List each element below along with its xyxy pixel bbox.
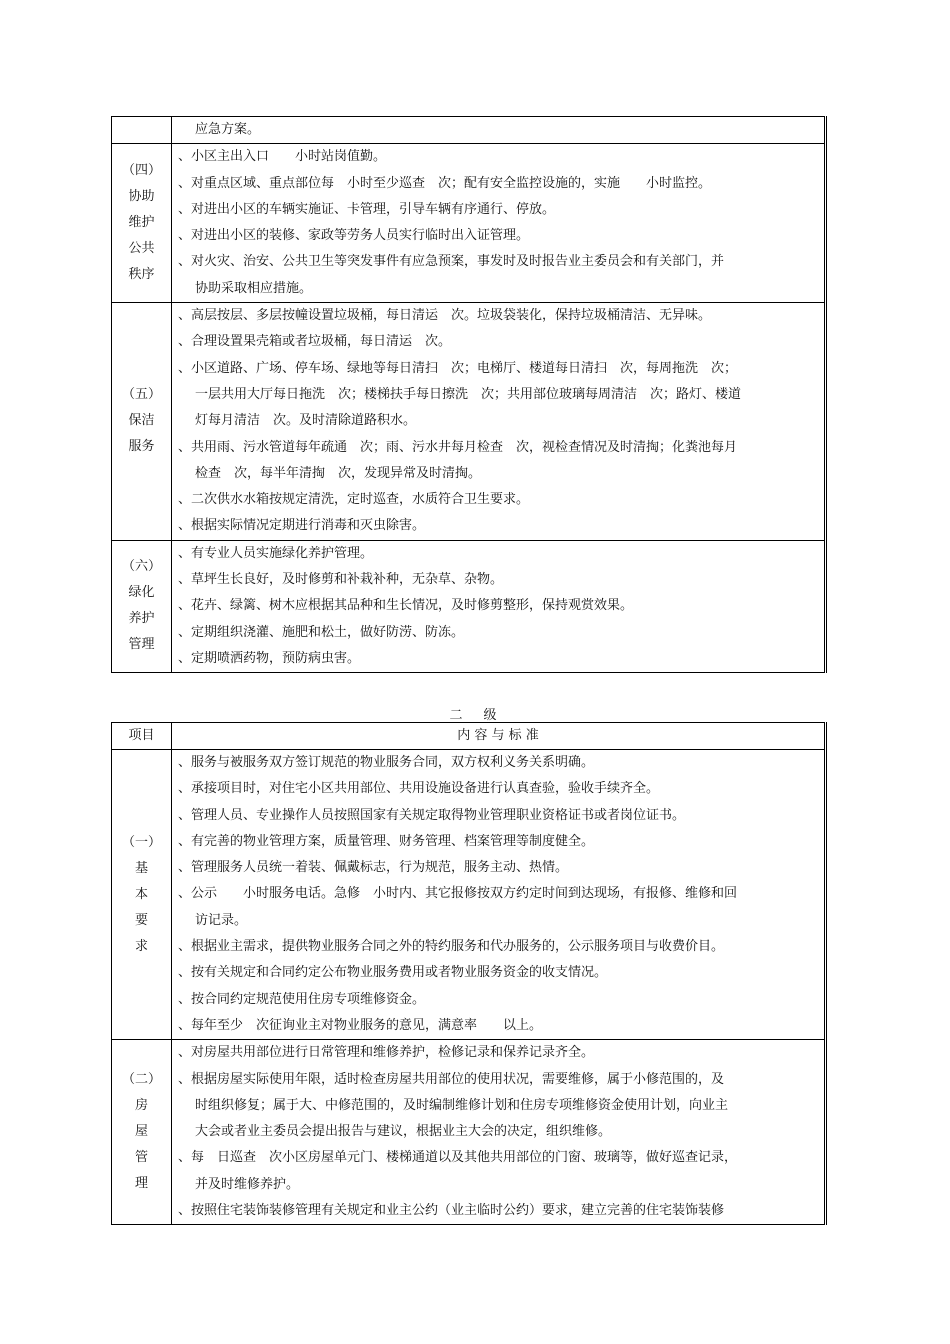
- standards-table-level1: [111, 116, 827, 673]
- category-cell: [112, 303, 172, 541]
- content-line: 、对进出小区的车辆实施证、卡管理，引导车辆有序通行、停放。: [178, 201, 556, 217]
- content-line: 访记录。: [195, 912, 248, 928]
- content-line: 、二次供水水箱按规定清洗，定时巡查，水质符合卫生要求。: [178, 492, 530, 508]
- table-row: [112, 117, 826, 144]
- content-line: 协助采取相应措施。: [195, 280, 313, 296]
- category-label: 协助: [128, 189, 155, 205]
- content-line: 并及时维修养护。: [195, 1176, 300, 1192]
- category-label: 基: [134, 860, 148, 876]
- table-row: [112, 303, 826, 541]
- content-line: 、对火灾、治安、公共卫生等突发事件有应急预案，事发时及时报告业主委员会和有关部门，并: [178, 254, 725, 270]
- content-line: 、公示 小时服务电话。急修 小时内、其它报修按双方约定时间到达现场，有报修、维修和回: [178, 886, 738, 902]
- content-line: 、按照住宅装饰装修管理有关规定和业主公约（业主临时公约）要求，建立完善的住宅装饰装修: [178, 1203, 725, 1219]
- category-label: 本: [134, 886, 148, 902]
- category-label: 公共: [128, 241, 155, 257]
- category-label: 理: [134, 1176, 148, 1192]
- table-row: [112, 144, 826, 303]
- content-line: 、按合同约定规范使用住房专项维修资金。: [178, 991, 426, 1007]
- category-cell: [112, 117, 172, 144]
- category-label: （一）: [121, 834, 161, 850]
- content-line: 、有专业人员实施绿化养护管理。: [178, 545, 374, 561]
- category-label: （五）: [121, 387, 161, 403]
- content-line: 、花卉、绿篱、树木应根据其品种和生长情况，及时修剪整形，保持观赏效果。: [178, 598, 634, 614]
- content-cell: [172, 1040, 826, 1225]
- content-line: 大会或者业主委员会提出报告与建议，根据业主大会的决定，组织维修。: [195, 1124, 612, 1140]
- content-line: 、根据房屋实际使用年限，适时检查房屋共用部位的使用状况，需要维修，属于小修范围的，及: [178, 1071, 725, 1087]
- content-line: 、管理服务人员统一着装、佩戴标志，行为规范，服务主动、热情。: [178, 860, 569, 876]
- content-line: 、对进出小区的装修、家政等劳务人员实行临时出入证管理。: [178, 228, 530, 244]
- category-label: 屋: [134, 1124, 148, 1140]
- content-line: 、管理人员、专业操作人员按照国家有关规定取得物业管理职业资格证书或者岗位证书。: [178, 807, 686, 823]
- category-label: 保洁: [128, 413, 155, 429]
- table-row: [112, 540, 826, 672]
- content-line: 、草坪生长良好，及时修剪和补栽补种，无杂草、杂物。: [178, 572, 504, 588]
- content-cell: [172, 750, 826, 1040]
- content-line: 、高层按层、多层按幢设置垃圾桶，每日清运 次。垃圾袋装化，保持垃圾桶清洁、无异味。: [178, 308, 712, 324]
- content-line: 、每 日巡查 次小区房屋单元门、楼梯通道以及其他共用部位的门窗、玻璃等，做好巡查记录，: [178, 1150, 738, 1166]
- category-label: 求: [134, 938, 148, 954]
- content-line: 、根据业主需求，提供物业服务合同之外的特约服务和代办服务的，公示服务项目与收费价目。: [178, 939, 725, 955]
- category-cell: [112, 1040, 172, 1225]
- level-title: 二 级: [449, 708, 501, 723]
- category-label: 秩序: [128, 267, 155, 283]
- category-label: 服务: [128, 439, 155, 455]
- content-line: 应急方案。: [195, 122, 261, 137]
- content-line: 时组织修复；属于大、中修范围的，及时编制维修计划和住房专项维修资金使用计划，向业主: [195, 1097, 729, 1113]
- content-line: 、对重点区域、重点部位每 小时至少巡查 次；配有安全监控设施的，实施 小时监控。: [178, 175, 712, 191]
- category-cell: [112, 750, 172, 1040]
- content-line: 、承接项目时，对住宅小区共用部位、共用设施设备进行认真查验，验收手续齐全。: [178, 781, 660, 797]
- content-line: 、根据实际情况定期进行消毒和灭虫除害。: [178, 518, 426, 534]
- standards-table-level2: [111, 722, 827, 1225]
- header-item: 项目: [112, 723, 172, 750]
- content-line: 、定期组织浇灌、施肥和松土，做好防涝、防冻。: [178, 624, 465, 640]
- content-line: 检查 次，每半年清掏 次，发现异常及时清掏。: [195, 465, 482, 481]
- category-cell: [112, 540, 172, 672]
- category-label: 管: [134, 1150, 148, 1166]
- content-line: 、小区道路、广场、停车场、绿地等每日清扫 次；电梯厅、楼道每日清扫 次，每周拖洗 次；: [178, 360, 738, 376]
- category-label: 房: [134, 1098, 148, 1114]
- category-label: 绿化: [128, 585, 155, 601]
- content-line: 、服务与被服务双方签订规范的物业服务合同，双方权利义务关系明确。: [178, 755, 595, 770]
- category-label: （二）: [121, 1072, 161, 1088]
- content-line: 、小区主出入口 小时站岗值勤。: [178, 149, 387, 165]
- content-cell: [172, 117, 826, 144]
- content-line: 灯每月清洁 次。及时清除道路积水。: [195, 413, 417, 429]
- content-cell: [172, 144, 826, 303]
- content-line: 、按有关规定和合同约定公布物业服务费用或者物业服务资金的收支情况。: [178, 965, 608, 981]
- category-label: （六）: [121, 559, 161, 575]
- category-label: （四）: [121, 163, 161, 179]
- category-label: 管理: [128, 637, 155, 653]
- content-line: 、合理设置果壳箱或者垃圾桶，每日清运 次。: [178, 334, 452, 350]
- table-row: [112, 1040, 826, 1225]
- table-header-row: [112, 723, 826, 750]
- content-cell: [172, 303, 826, 541]
- content-line: 一层共用大厅每日拖洗 次；楼梯扶手每日擦洗 次；共用部位玻璃每周清洁 次；路灯、楼道: [195, 386, 742, 402]
- table-row: [112, 750, 826, 1040]
- content-line: 、共用雨、污水管道每年疏通 次；雨、污水井每月检查 次，视检查情况及时清掏；化粪池每月: [178, 439, 738, 455]
- content-line: 、每年至少 次征询业主对物业服务的意见，满意率 以上。: [178, 1017, 543, 1033]
- category-label: 养护: [128, 611, 155, 627]
- category-label: 维护: [128, 215, 155, 231]
- content-line: 、有完善的物业管理方案，质量管理、财务管理、档案管理等制度健全。: [178, 833, 595, 849]
- content-line: 、定期喷洒药物，预防病虫害。: [178, 650, 361, 666]
- category-label: 要: [134, 912, 148, 928]
- content-line: 、对房屋共用部位进行日常管理和维修养护，检修记录和保养记录齐全。: [178, 1045, 595, 1061]
- category-cell: [112, 144, 172, 303]
- content-cell: [172, 540, 826, 672]
- header-content: 内 容 与 标 准: [172, 723, 826, 750]
